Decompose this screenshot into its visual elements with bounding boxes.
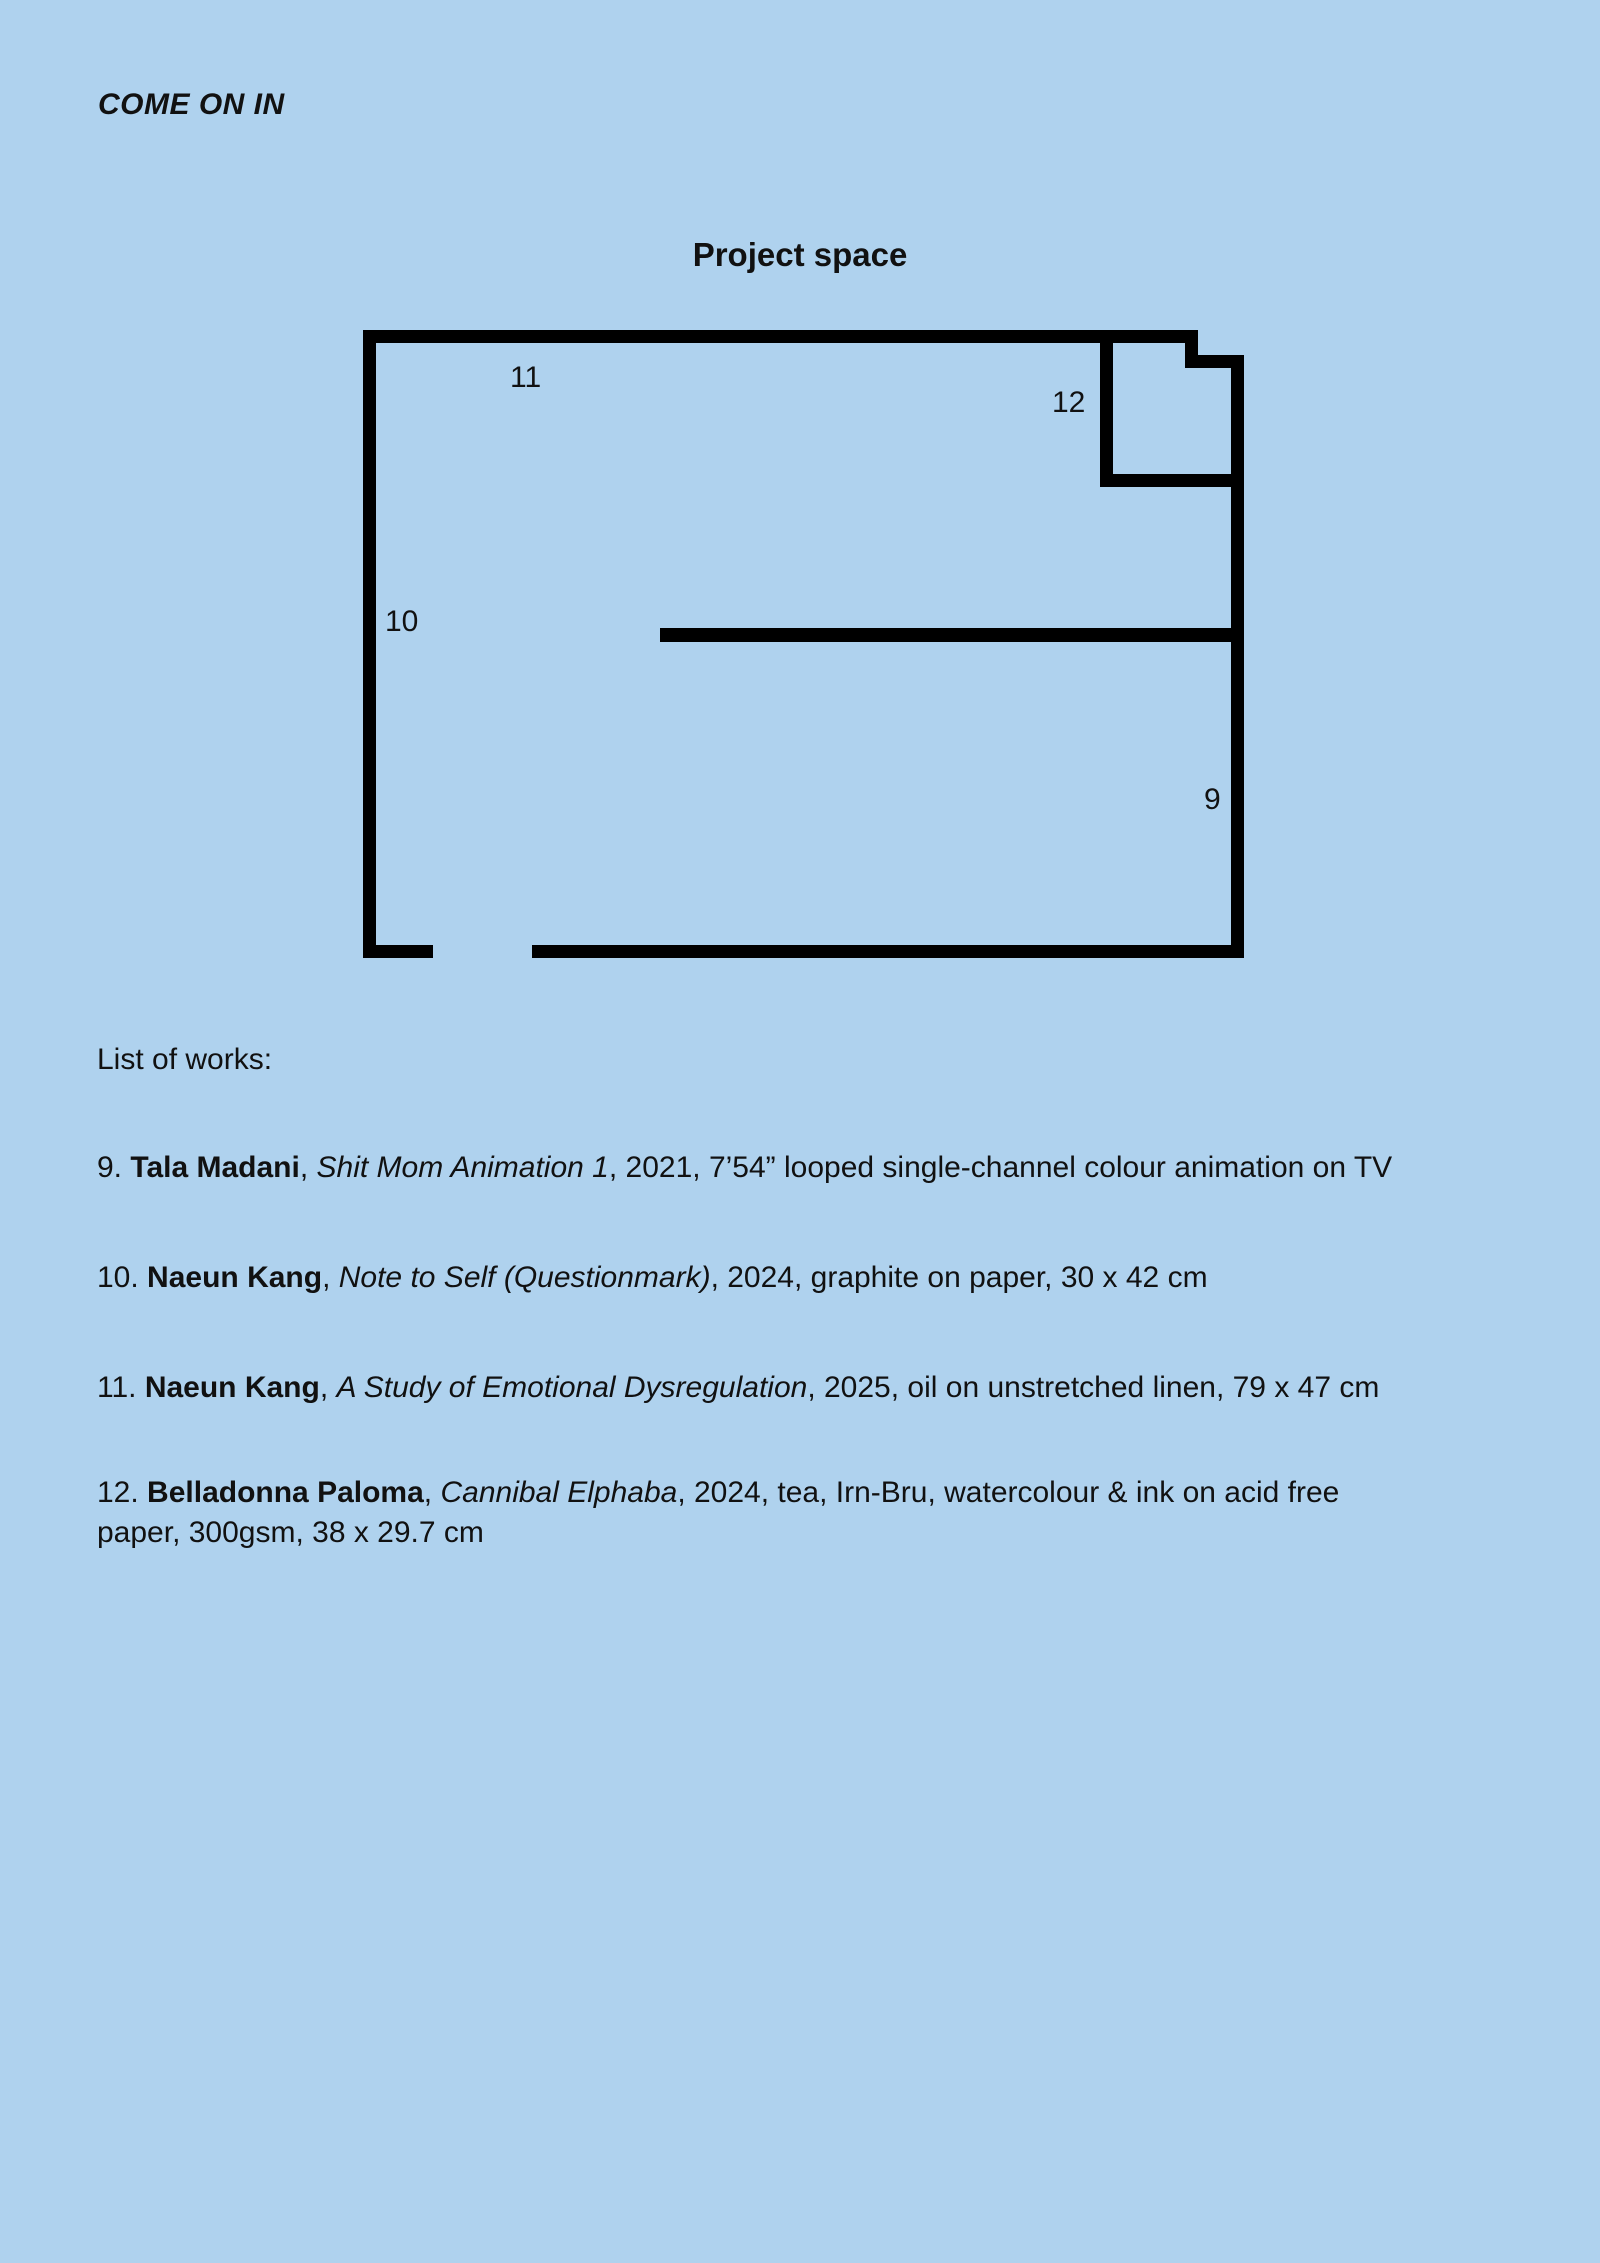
work-artist: Belladonna Paloma: [147, 1476, 424, 1509]
page-title: COME ON IN: [98, 88, 285, 121]
work-separator: ,: [319, 1371, 337, 1404]
work-details: , 2024, tea, Irn-Bru, watercolour & ink on acid free: [677, 1476, 1340, 1509]
wall-bottom-left: [363, 945, 433, 958]
wall-bottom-main: [532, 945, 1244, 958]
work-number: 9.: [97, 1151, 131, 1184]
wall-left: [363, 330, 376, 958]
work-artist: Naeun Kang: [147, 1261, 323, 1294]
work-separator: ,: [423, 1476, 441, 1509]
work-item-12: [97, 1473, 1527, 1553]
work-artist: Tala Madani: [130, 1151, 300, 1184]
work-number: 12.: [97, 1476, 148, 1509]
room-label-11: 11: [510, 361, 542, 394]
work-item-10: [97, 1258, 1527, 1298]
work-title: Shit Mom Animation 1: [316, 1151, 609, 1184]
work-details-line2: paper, 300gsm, 38 x 29.7 cm: [97, 1516, 484, 1549]
work-number: 11.: [97, 1371, 145, 1404]
work-artist: Naeun Kang: [144, 1371, 320, 1404]
wall-room12-bottom: [1100, 474, 1244, 487]
work-details: , 2024, graphite on paper, 30 x 42 cm: [710, 1261, 1208, 1294]
work-title: Cannibal Elphaba: [440, 1476, 678, 1509]
wall-middle-divider: [660, 628, 1244, 642]
wall-room12-left: [1100, 330, 1113, 487]
work-item-11: [97, 1368, 1527, 1408]
room-label-9: 9: [1204, 783, 1221, 816]
work-title: A Study of Emotional Dysregulation: [336, 1371, 808, 1404]
work-number: 10.: [97, 1261, 148, 1294]
floorplan-title: Project space: [692, 236, 908, 273]
floorplan-diagram: [0, 0, 1600, 1000]
room-label-12: 12: [1052, 386, 1086, 419]
work-details: , 2021, 7’54” looped single-channel colour animation on TV: [608, 1151, 1393, 1184]
wall-top-right-step-horizontal: [1185, 355, 1244, 368]
list-of-works-heading: List of works:: [97, 1043, 273, 1076]
work-separator: ,: [322, 1261, 339, 1294]
work-item-9: [97, 1148, 1527, 1188]
room-label-10: 10: [385, 605, 419, 638]
wall-right: [1231, 356, 1244, 958]
work-title: Note to Self (Questionmark): [338, 1261, 711, 1294]
work-details: , 2025, oil on unstretched linen, 79 x 47 cm: [807, 1371, 1380, 1404]
work-separator: ,: [299, 1151, 317, 1184]
wall-top: [363, 330, 1198, 343]
